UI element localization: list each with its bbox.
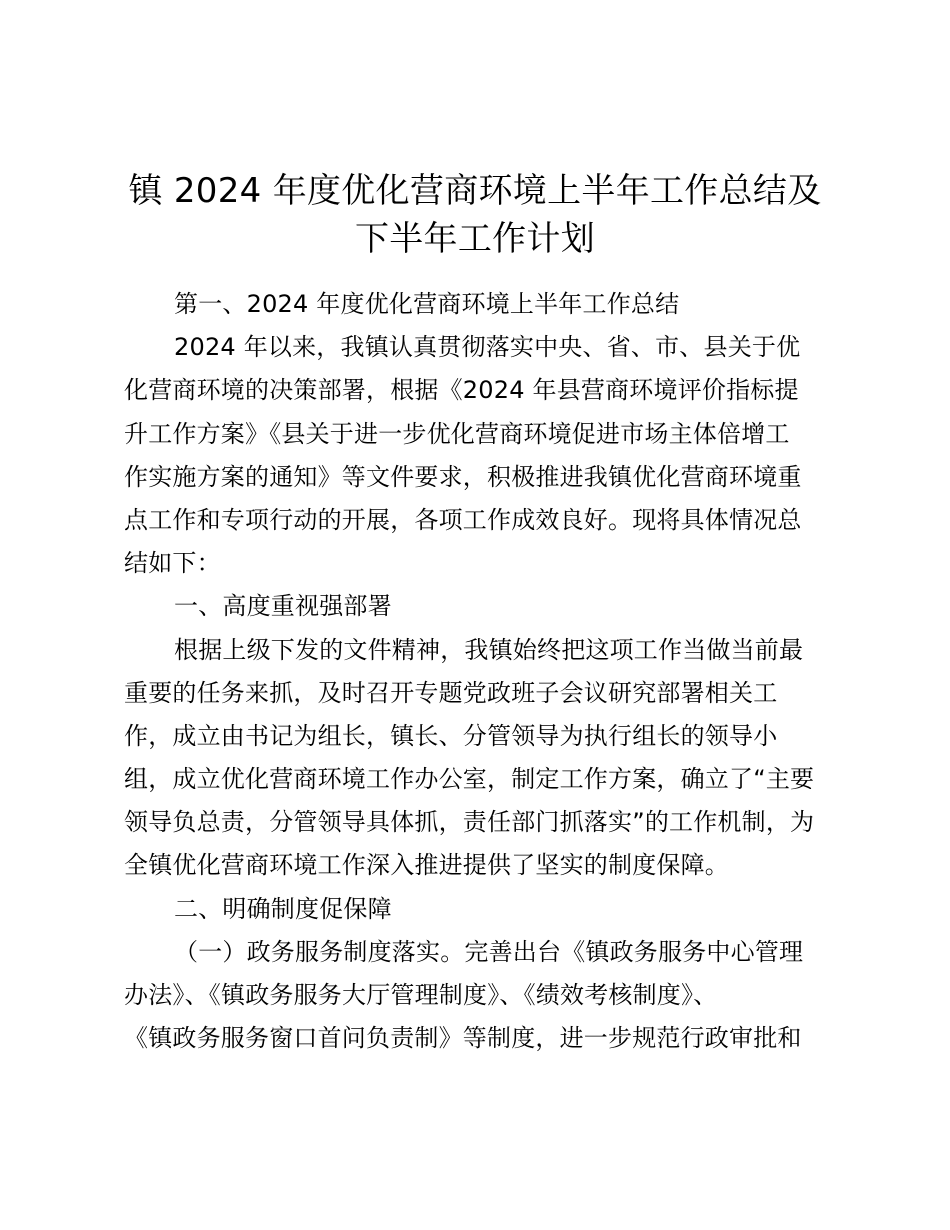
paragraph-line: 重要的任务来抓，及时召开专题党政班子会议研究部署相关工: [124, 678, 778, 707]
section-heading-1: [124, 283, 838, 326]
paragraph-line: 升工作方案》《县关于进一步优化营商环境促进市场主体倍增工: [124, 419, 790, 448]
paragraph-line: 作，成立由书记为组长，镇长、分管领导为执行组长的领导小: [124, 721, 778, 750]
paragraph-line: 全镇优化营商环境工作深入推进提供了坚实的制度保障。: [124, 851, 729, 880]
paragraph-line: 办法》、《镇政务服务大厅管理制度》、《绩效考核制度》、: [124, 981, 718, 1009]
intro-paragraph: [124, 326, 838, 585]
section-heading-3: [124, 888, 838, 931]
title-line-1: 镇 2024 年度优化营商环境上半年工作总结及: [128, 171, 822, 211]
paragraph-line: 组，成立优化营商环境工作办公室，制定工作方案，确立了“主要: [124, 765, 815, 794]
paragraph-line: 作实施方案的通知》等文件要求，积极推进我镇优化营商环境重: [124, 462, 802, 491]
paragraph-line: 2024 年以来，我镇认真贯彻落实中央、省、市、县关于优: [174, 333, 801, 362]
deployment-paragraph: [124, 629, 838, 888]
paragraph-line: 化营商环境的决策部署，根据《2024 年县营商环境评价指标提: [124, 376, 799, 405]
paragraph-line: 《镇政务服务窗口首问负责制》等制度，进一步规范行政审批和: [124, 1024, 802, 1053]
paragraph-line: 二、明确制度促保障: [174, 894, 392, 923]
paragraph-line: （一）政务服务制度落实。完善出台《镇政务服务中心管理: [174, 937, 804, 966]
document-body: [124, 283, 838, 1060]
section-heading-2: [124, 585, 838, 628]
title-line-2: 下半年工作计划: [354, 219, 596, 259]
paragraph-line: 领导负总责，分管领导具体抓，责任部门抓落实”的工作机制，为: [124, 808, 815, 837]
system-paragraph: [124, 931, 838, 1061]
paragraph-line: 一、高度重视强部署: [174, 592, 392, 621]
paragraph-line: 根据上级下发的文件精神，我镇始终把这项工作当做当前最: [174, 635, 804, 664]
paragraph-line: 点工作和专项行动的开展，各项工作成效良好。现将具体情况总: [124, 505, 802, 534]
paragraph-line: 第一、2024 年度优化营商环境上半年工作总结: [174, 290, 680, 318]
document-title: [110, 167, 840, 263]
paragraph-line: 结如下：: [124, 549, 221, 578]
